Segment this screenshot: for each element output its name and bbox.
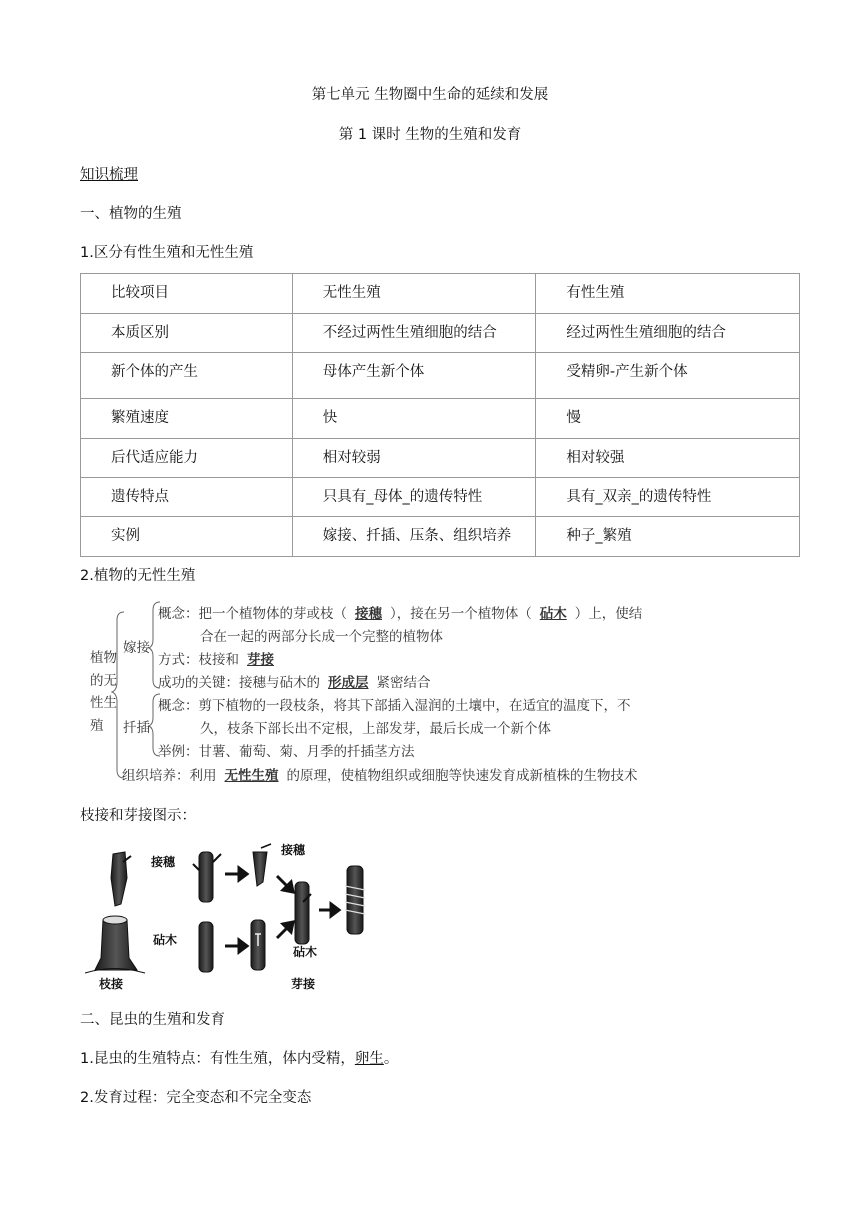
table-cell: 种子_繁殖 xyxy=(536,517,800,557)
insects-line1-answer: 卵生 xyxy=(354,1051,384,1067)
insects-line1 xyxy=(80,1047,398,1068)
subheading-compare: 1.区分有性生殖和无性生殖 xyxy=(80,245,254,261)
table-header-cell: 有性生殖 xyxy=(536,274,800,314)
grafting-answer-method: 芽接 xyxy=(247,652,274,668)
arrow-up-right xyxy=(277,928,287,938)
insects-heading: 二、昆虫的生殖和发育 xyxy=(80,1012,225,1028)
root-label-line: 的无 xyxy=(90,672,117,689)
table-cell: 具有_双亲_的遗传特性 xyxy=(536,478,800,517)
grafting-concept-text: ），接在另一个植物体（ xyxy=(390,606,532,622)
table-cell: 后代适应能力 xyxy=(81,439,293,478)
table-cell: 相对较强 xyxy=(536,439,800,478)
table-cell: 本质区别 xyxy=(81,314,293,353)
table-cell: 实例 xyxy=(81,517,293,557)
arrow-right xyxy=(239,940,247,952)
table-cell: 只具有_母体_的遗传特性 xyxy=(292,478,536,517)
cutting-concept-line2: 久，枝条下部长出不定根，上部发芽，最后长成一个新个体 xyxy=(200,721,551,737)
stem-top-center xyxy=(193,852,221,902)
label-scion-right: 接穗 xyxy=(281,843,306,857)
grafting-key-text: 紧密结合 xyxy=(376,675,431,691)
stem-joined xyxy=(295,882,311,944)
table-cell: 经过两性生殖细胞的结合 xyxy=(536,314,800,353)
label-stock-right: 砧木 xyxy=(293,945,318,959)
table-cell: 嫁接、扦插、压条、组织培养 xyxy=(292,517,536,557)
plants-heading: 一、植物的生殖 xyxy=(80,206,182,222)
grafting-answer-stock: 砧木 xyxy=(539,606,567,622)
section-label: 知识梳理 xyxy=(80,167,138,183)
arrow-down-right xyxy=(277,876,287,886)
insects-line2: 2.发育过程：完全变态和不完全变态 xyxy=(80,1090,312,1106)
grafting-key-text: 成功的关键：接穗与砧木的 xyxy=(158,675,320,691)
label-bud-graft: 芽接 xyxy=(291,977,316,991)
stem-bound xyxy=(345,866,365,934)
table-cell: 新个体的产生 xyxy=(81,353,293,399)
table-cell: 遗传特点 xyxy=(81,478,293,517)
tissue-culture-answer: 无性生殖 xyxy=(224,768,279,784)
grafting-concept-text: ）上，使结 xyxy=(574,606,643,622)
table-header-cell: 比较项目 xyxy=(81,274,293,314)
table-cell: 不经过两性生殖细胞的结合 xyxy=(292,314,536,353)
grafting-answer-cambium: 形成层 xyxy=(328,675,369,691)
stem-bottom-center xyxy=(199,922,213,972)
stem-bottom-right xyxy=(251,920,265,970)
arrow-right xyxy=(239,868,247,880)
root-label-line: 性生 xyxy=(90,695,117,711)
arrow-right xyxy=(331,904,339,916)
label-branch-graft: 枝接 xyxy=(99,977,124,991)
root-label xyxy=(90,647,117,737)
grafting-figure xyxy=(85,838,385,994)
tissue-culture-text: 的原理，使植物组织或细胞等快速发育成新植株的生物技术 xyxy=(286,768,638,784)
table-header-cell: 无性生殖 xyxy=(292,274,536,314)
scion-twig-left xyxy=(111,852,131,906)
insects-line1-text: 1.昆虫的生殖特点：有性生殖，体内受精， xyxy=(80,1051,355,1067)
insects-line1-text: 。 xyxy=(383,1051,399,1067)
grafting-label: 嫁接 xyxy=(123,640,150,656)
figure-caption: 枝接和芽接图示： xyxy=(80,808,196,824)
table-cell: 母体产生新个体 xyxy=(292,353,536,399)
grafting-method xyxy=(158,648,282,668)
table-cell: 受精卵-产生新个体 xyxy=(536,353,800,399)
cutting-label: 扦插 xyxy=(123,720,150,736)
subheading-asexual: 2.植物的无性生殖 xyxy=(80,568,196,584)
lesson-title: 第 1 课时 生物的生殖和发育 xyxy=(338,127,522,143)
grafting-concept-text: 概念：把一个植物体的芽或枝（ xyxy=(158,606,347,622)
process-arrows xyxy=(225,868,339,952)
cutting-example: 举例：甘薯、葡萄、菊、月季的扦插茎方法 xyxy=(158,744,415,760)
unit-title: 第七单元 生物圈中生命的延续和发展 xyxy=(311,87,549,103)
root-label-line: 殖 xyxy=(90,717,104,734)
grafting-method-text: 方式：枝接和 xyxy=(158,652,239,668)
cutting-concept: 概念：剪下植物的一段枝条，将其下部插入湿润的土壤中，在适宜的温度下，不 xyxy=(158,698,631,714)
label-scion-left: 接穗 xyxy=(151,855,176,869)
table-cell: 相对较弱 xyxy=(292,439,536,478)
root-label-line: 植物 xyxy=(90,650,117,666)
table-cell: 慢 xyxy=(536,399,800,439)
table-cell: 快 xyxy=(292,399,536,439)
grafting-answer-scion: 接穗 xyxy=(355,606,382,622)
tissue-culture-text: 组织培养：利用 xyxy=(122,768,217,784)
grafting-concept-line2: 合在一起的两部分长成一个完整的植物体 xyxy=(200,629,443,645)
grafting-key xyxy=(158,671,431,691)
tissue-culture xyxy=(122,764,638,784)
grafting-concept xyxy=(158,602,642,622)
table-cell: 繁殖速度 xyxy=(81,399,293,439)
stock-trunk-left xyxy=(85,916,145,973)
bud-scion xyxy=(253,844,271,886)
label-stock-left: 砧木 xyxy=(153,933,178,947)
